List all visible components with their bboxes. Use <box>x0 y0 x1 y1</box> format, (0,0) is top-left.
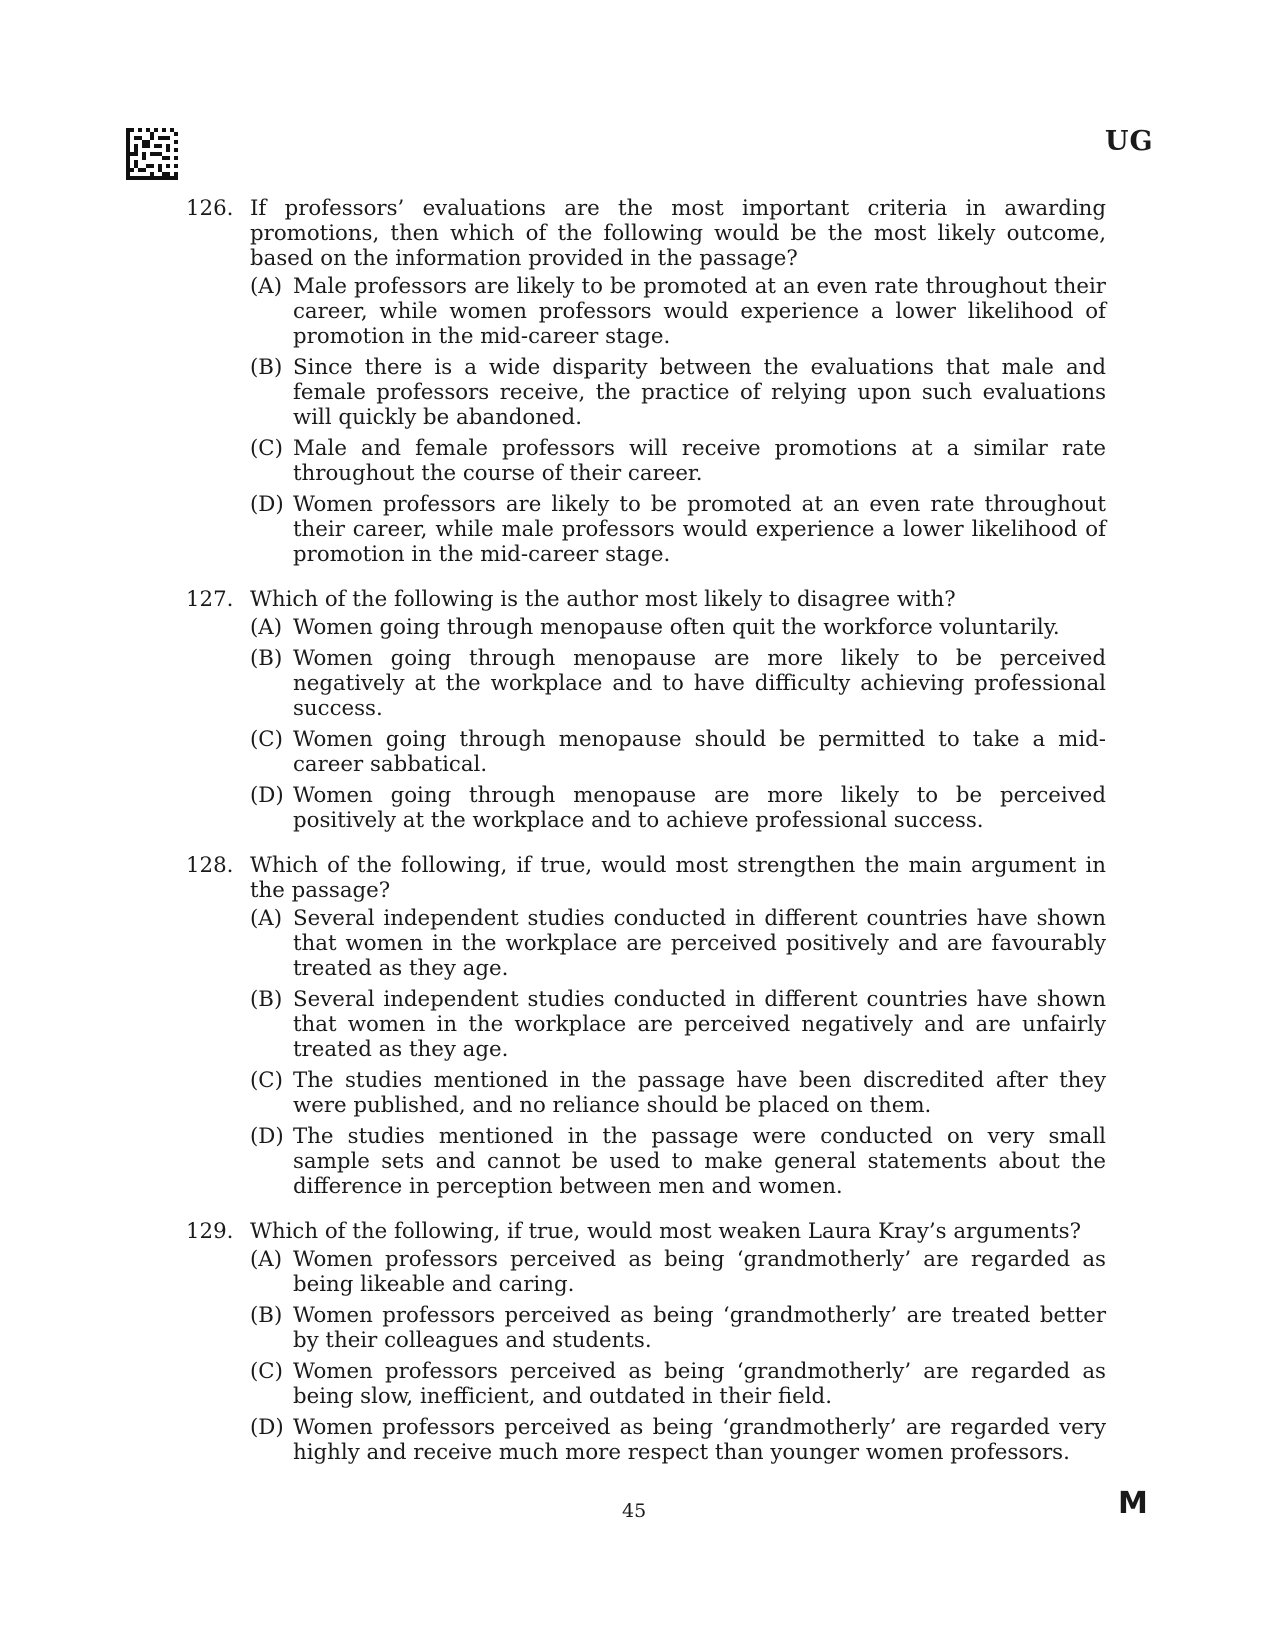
question-text: Which of the following, if true, would most weaken Laura Kray’s arguments? <box>250 1219 1082 1244</box>
option-label: (B) <box>250 987 283 1012</box>
options-list <box>250 615 1106 833</box>
option-label: (A) <box>250 906 282 931</box>
option-text: Several independent studies conducted in different countries have shown that women in the workplace are perceived negatively and are unfairly treated as they age. <box>293 987 1106 1062</box>
option-label: (D) <box>250 783 284 808</box>
option-label: (D) <box>250 1124 284 1149</box>
question-129 <box>186 1219 1106 1465</box>
option-label: (C) <box>250 1068 283 1093</box>
question-list <box>186 196 1106 1482</box>
option-text: The studies mentioned in the passage have been discredited after they were published, and no reliance should be placed on them. <box>293 1068 1106 1118</box>
option-b <box>250 646 1106 721</box>
option-a <box>250 274 1106 349</box>
option-a <box>250 1247 1106 1297</box>
option-d <box>250 783 1106 833</box>
option-text: Women professors perceived as being ‘grandmotherly’ are regarded very highly and receive much more respect than younger women professors. <box>293 1415 1106 1465</box>
option-text: Women professors are likely to be promoted at an even rate throughout their career, while male professors would experience a lower likelihood of promotion in the mid-career stage. <box>293 492 1106 567</box>
option-d <box>250 1415 1106 1465</box>
option-label: (B) <box>250 1303 283 1328</box>
option-a <box>250 615 1106 640</box>
options-list <box>250 1247 1106 1465</box>
options-list <box>250 274 1106 567</box>
question-text: Which of the following is the author most likely to disagree with? <box>250 587 956 612</box>
option-label: (C) <box>250 436 283 461</box>
option-text: Male professors are likely to be promoted at an even rate throughout their career, while women professors would experience a lower likelihood of promotion in the mid-career stage. <box>293 274 1106 349</box>
question-127 <box>186 587 1106 833</box>
option-b <box>250 1303 1106 1353</box>
option-label: (A) <box>250 274 282 299</box>
option-a <box>250 906 1106 981</box>
question-128 <box>186 853 1106 1199</box>
option-text: Women professors perceived as being ‘grandmotherly’ are regarded as being likeable and caring. <box>293 1247 1106 1297</box>
option-c <box>250 1359 1106 1409</box>
option-text: Women going through menopause should be permitted to take a mid-career sabbatical. <box>293 727 1106 777</box>
option-text: Women going through menopause are more likely to be perceived positively at the workplace and to achieve professional success. <box>293 783 1106 833</box>
option-b <box>250 355 1106 430</box>
question-number: 127. <box>186 587 234 612</box>
option-label: (A) <box>250 1247 282 1272</box>
option-label: (C) <box>250 727 283 752</box>
option-label: (C) <box>250 1359 283 1384</box>
question-text: Which of the following, if true, would most strengthen the main argument in the passage? <box>250 853 1106 903</box>
barcode-icon <box>126 128 178 180</box>
option-text: Male and female professors will receive promotions at a similar rate throughout the course of their career. <box>293 436 1106 486</box>
option-text: Women going through menopause often quit the workforce voluntarily. <box>293 615 1060 640</box>
question-126 <box>186 196 1106 567</box>
option-label: (B) <box>250 355 283 380</box>
option-text: Women going through menopause are more likely to be perceived negatively at the workplace and to have difficulty achieving professional success. <box>293 646 1106 721</box>
option-label: (A) <box>250 615 282 640</box>
option-text: The studies mentioned in the passage were conducted on very small sample sets and cannot be used to make general statements about the difference in perception between men and women. <box>293 1124 1106 1199</box>
option-text: Since there is a wide disparity between the evaluations that male and female professors receive, the practice of relying upon such evaluations will quickly be abandoned. <box>293 355 1106 430</box>
option-d <box>250 1124 1106 1199</box>
question-number: 129. <box>186 1219 234 1244</box>
question-text: If professors’ evaluations are the most important criteria in awarding promotions, then which of the following would be the most likely outcome, based on the information provided in the passage? <box>250 196 1106 271</box>
option-c <box>250 727 1106 777</box>
option-b <box>250 987 1106 1062</box>
option-text: Women professors perceived as being ‘grandmotherly’ are regarded as being slow, inefficient, and outdated in their field. <box>293 1359 1106 1409</box>
question-number: 126. <box>186 196 234 221</box>
option-c <box>250 1068 1106 1118</box>
question-number: 128. <box>186 853 234 878</box>
options-list <box>250 906 1106 1199</box>
header-code: UG <box>1105 126 1154 157</box>
option-text: Several independent studies conducted in different countries have shown that women in the workplace are perceived positively and are favourably treated as they age. <box>293 906 1106 981</box>
option-d <box>250 492 1106 567</box>
option-text: Women professors perceived as being ‘grandmotherly’ are treated better by their colleagues and students. <box>293 1303 1106 1353</box>
option-label: (B) <box>250 646 283 671</box>
option-label: (D) <box>250 492 284 517</box>
set-code: M <box>1118 1486 1148 1521</box>
page-number: 45 <box>622 1500 647 1522</box>
option-c <box>250 436 1106 486</box>
option-label: (D) <box>250 1415 284 1440</box>
